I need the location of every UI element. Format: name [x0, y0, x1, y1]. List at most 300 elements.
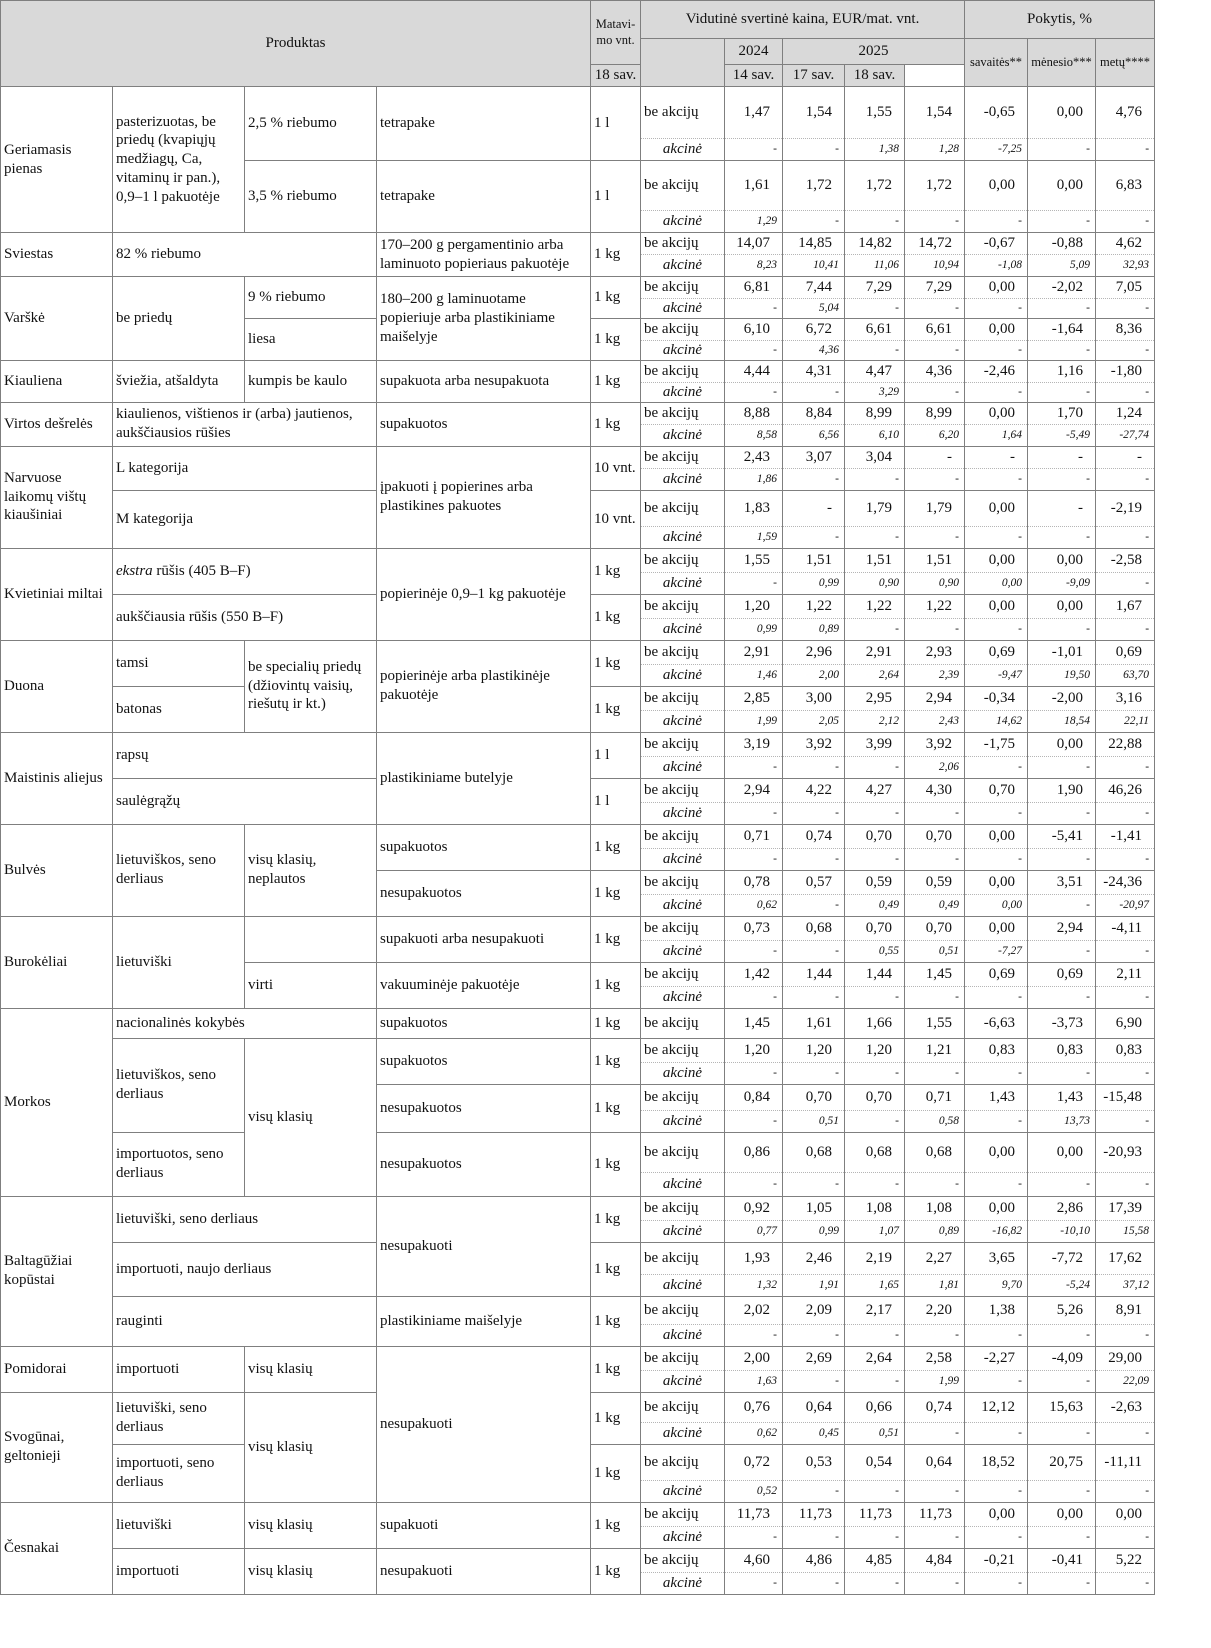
price-type-label: be akcijų	[641, 233, 725, 255]
promo-price-value: -	[845, 526, 905, 548]
price-type-label: be akcijų	[641, 1008, 725, 1038]
promo-price-value: -	[905, 1062, 965, 1084]
product-variant-cell: visų klasių	[245, 1038, 377, 1196]
promo-price-value: -	[725, 1324, 783, 1346]
product-subtype-cell: tamsi	[113, 640, 245, 686]
promo-price-value: -20,97	[1096, 894, 1155, 916]
promo-price-value: -	[1096, 1172, 1155, 1196]
promo-price-value: -	[725, 1062, 783, 1084]
price-value: 2,43	[725, 446, 783, 468]
promo-price-value: 0,99	[783, 1220, 845, 1242]
promo-price-value: -	[965, 848, 1028, 870]
promo-price-value: -	[1096, 340, 1155, 360]
promo-price-value: -	[965, 1172, 1028, 1196]
promo-price-value: 18,54	[1028, 710, 1096, 732]
promo-price-value: 11,06	[845, 255, 905, 277]
promo-price-value: -	[1028, 340, 1096, 360]
promo-price-value: -	[905, 986, 965, 1008]
price-type-label: be akcijų	[641, 1196, 725, 1220]
price-value: 4,86	[783, 1548, 845, 1572]
price-value: 1,79	[905, 490, 965, 526]
price-value: 3,99	[845, 732, 905, 756]
promo-price-value: 0,99	[725, 618, 783, 640]
price-value: 2,85	[725, 686, 783, 710]
price-value: 1,83	[725, 490, 783, 526]
promo-price-value: -	[845, 618, 905, 640]
price-value: 0,00	[965, 870, 1028, 894]
price-value: -0,67	[965, 233, 1028, 255]
price-type-label: be akcijų	[641, 1242, 725, 1274]
price-value: 0,59	[845, 870, 905, 894]
promo-price-value: 0,89	[905, 1220, 965, 1242]
promo-price-value: -	[905, 468, 965, 490]
packaging-cell: supakuotos	[377, 1038, 591, 1084]
price-type-label: akcinė	[641, 848, 725, 870]
price-value: 1,51	[783, 548, 845, 572]
product-variant-cell: supakuotos	[377, 402, 591, 446]
product-variant-cell: visų klasių	[245, 1346, 377, 1392]
promo-price-value: -	[845, 1062, 905, 1084]
price-value: 0,00	[965, 1196, 1028, 1220]
price-value: 0,84	[725, 1084, 783, 1110]
price-value: 1,72	[783, 161, 845, 211]
promo-price-value: -	[1096, 1526, 1155, 1548]
promo-price-value: 1,29	[725, 211, 783, 233]
product-variant-cell: 9 % riebumo	[245, 277, 377, 319]
promo-price-value: 8,23	[725, 255, 783, 277]
promo-price-value: 0,52	[725, 1480, 783, 1502]
promo-price-value: -	[725, 802, 783, 824]
promo-price-value: -	[965, 211, 1028, 233]
promo-price-value: -	[965, 468, 1028, 490]
promo-price-value: 32,93	[1096, 255, 1155, 277]
price-value: 46,26	[1096, 778, 1155, 802]
promo-price-value: 0,45	[783, 1422, 845, 1444]
price-value: 6,83	[1096, 161, 1155, 211]
price-type-label: akcinė	[641, 1110, 725, 1132]
price-type-label: be akcijų	[641, 1392, 725, 1422]
unit-cell: 1 kg	[591, 916, 641, 962]
promo-price-value: -5,24	[1028, 1274, 1096, 1296]
price-type-label: be akcijų	[641, 1444, 725, 1480]
price-value: 3,51	[1028, 870, 1096, 894]
packaging-cell: 1 kg	[591, 1196, 641, 1242]
promo-price-value: -	[845, 299, 905, 319]
promo-price-value: 5,09	[1028, 255, 1096, 277]
price-type-label: akcinė	[641, 211, 725, 233]
table-row	[1, 824, 1155, 848]
price-type-label: be akcijų	[641, 1038, 725, 1062]
price-value: 4,85	[845, 1548, 905, 1572]
price-value: 0,00	[1028, 1132, 1096, 1172]
promo-price-value: 6,56	[783, 424, 845, 446]
price-value: 2,96	[783, 640, 845, 664]
packaging-cell: nesupakuotos	[377, 870, 591, 916]
price-value: 0,68	[905, 1132, 965, 1172]
product-variant-cell	[245, 916, 377, 962]
price-type-label: akcinė	[641, 1172, 725, 1196]
price-value: -2,27	[965, 1346, 1028, 1370]
price-value: -3,73	[1028, 1008, 1096, 1038]
header-week: 17 sav.	[783, 65, 845, 87]
price-value: 0,69	[965, 962, 1028, 986]
price-value: -0,21	[965, 1548, 1028, 1572]
price-type-label: akcinė	[641, 1526, 725, 1548]
price-value: -0,34	[965, 686, 1028, 710]
price-value: 0,70	[905, 916, 965, 940]
promo-price-value: -	[965, 382, 1028, 402]
promo-price-value: -	[1096, 139, 1155, 161]
product-variant-cell: saulėgrąžų	[113, 778, 377, 824]
promo-price-value: -	[1028, 211, 1096, 233]
promo-price-value: -	[725, 940, 783, 962]
table-row	[1, 548, 1155, 572]
product-subtype-cell: Svogūnai, geltonieji	[1, 1392, 113, 1502]
product-variant-cell: visų klasių	[245, 1548, 377, 1594]
price-value: 0,00	[1028, 548, 1096, 572]
promo-price-value: -	[1028, 802, 1096, 824]
promo-price-value: -	[1028, 1422, 1096, 1444]
promo-price-value: -	[845, 1324, 905, 1346]
price-value: 1,61	[725, 161, 783, 211]
price-value: 1,22	[905, 594, 965, 618]
promo-price-value: -	[905, 1422, 965, 1444]
packaging-cell: nesupakuotos	[377, 1084, 591, 1132]
unit-cell: 1 kg	[591, 360, 641, 402]
promo-price-value: -	[905, 1480, 965, 1502]
price-value: 2,19	[845, 1242, 905, 1274]
price-value: 0,74	[905, 1392, 965, 1422]
price-value: 1,43	[1028, 1084, 1096, 1110]
promo-price-value: -	[1028, 526, 1096, 548]
promo-price-value: 4,36	[783, 340, 845, 360]
price-type-label: akcinė	[641, 1324, 725, 1346]
header-week: 14 sav.	[725, 65, 783, 87]
promo-price-value: 0,90	[905, 572, 965, 594]
price-type-label: be akcijų	[641, 824, 725, 848]
promo-price-value: -	[1028, 1370, 1096, 1392]
price-value: 1,22	[783, 594, 845, 618]
price-type-label: akcinė	[641, 618, 725, 640]
packaging-cell: tetrapake	[377, 87, 591, 161]
product-group-cell: Duona	[1, 640, 113, 732]
packaging-cell: 1 l	[591, 732, 641, 778]
product-variant-cell: be specialių priedų (džiovintų vaisių, riešutų ir kt.)	[245, 640, 377, 732]
price-value: 0,00	[1028, 161, 1096, 211]
price-type-label: be akcijų	[641, 87, 725, 139]
table-row	[1, 1296, 1155, 1324]
price-value: 8,88	[725, 402, 783, 424]
price-value: 1,79	[845, 490, 905, 526]
price-value: 0,00	[1028, 87, 1096, 139]
product-group-cell: Bulvės	[1, 824, 113, 916]
product-variant-cell: visų klasių	[245, 1502, 377, 1548]
table-row	[1, 277, 1155, 299]
price-value: 18,52	[965, 1444, 1028, 1480]
header-kaina: Vidutinė svertinė kaina, EUR/mat. vnt.	[641, 1, 965, 39]
promo-price-value: -	[1028, 1062, 1096, 1084]
price-value: 0,68	[845, 1132, 905, 1172]
packaging-cell: 10 vnt.	[591, 490, 641, 548]
price-value: 1,70	[1028, 402, 1096, 424]
price-value: 2,94	[905, 686, 965, 710]
promo-price-value: 1,81	[905, 1274, 965, 1296]
packaging-cell: 1 kg	[591, 402, 641, 446]
promo-price-value: -27,74	[1096, 424, 1155, 446]
price-value: 0,76	[725, 1392, 783, 1422]
price-value: 4,27	[845, 778, 905, 802]
header-year-2025: 2025	[783, 39, 965, 65]
promo-price-value: -	[783, 986, 845, 1008]
price-value: 14,72	[905, 233, 965, 255]
promo-price-value: -	[845, 802, 905, 824]
promo-price-value: 0,77	[725, 1220, 783, 1242]
price-value: -	[1028, 490, 1096, 526]
table-row	[1, 1502, 1155, 1526]
unit-cell: 1 l	[591, 161, 641, 233]
price-type-label: be akcijų	[641, 402, 725, 424]
promo-price-value: -	[783, 526, 845, 548]
price-value: 5,22	[1096, 1548, 1155, 1572]
product-subtype-cell: ekstra rūšis (405 B–F)	[113, 548, 377, 594]
promo-price-value: -	[725, 1526, 783, 1548]
price-value: -2,19	[1096, 490, 1155, 526]
price-value: 2,46	[783, 1242, 845, 1274]
promo-price-value: -9,47	[965, 664, 1028, 686]
packaging-cell: 10 vnt.	[591, 446, 641, 490]
price-type-label: be akcijų	[641, 1548, 725, 1572]
price-type-label: be akcijų	[641, 732, 725, 756]
promo-price-value: 1,38	[845, 139, 905, 161]
promo-price-value: 10,94	[905, 255, 965, 277]
price-value: 0,00	[965, 548, 1028, 572]
price-value: 1,66	[845, 1008, 905, 1038]
promo-price-value: -	[783, 1062, 845, 1084]
price-value: 4,36	[905, 360, 965, 382]
price-type-label: be akcijų	[641, 778, 725, 802]
price-value: 1,54	[905, 87, 965, 139]
price-value: 0,70	[905, 824, 965, 848]
price-value: -4,11	[1096, 916, 1155, 940]
promo-price-value: -	[1028, 618, 1096, 640]
promo-price-value: 1,28	[905, 139, 965, 161]
header-pokytis: Pokytis, %	[965, 1, 1155, 39]
promo-price-value: 0,00	[965, 894, 1028, 916]
promo-price-value: -	[845, 756, 905, 778]
price-value: 4,47	[845, 360, 905, 382]
header-menesio: mėnesio***	[1028, 39, 1096, 87]
packaging-cell: popierinėje arba plastikinėje pakuotėje	[377, 640, 591, 732]
packaging-cell: visų klasių	[245, 1392, 377, 1502]
promo-price-value: -	[783, 468, 845, 490]
promo-price-value: -	[1028, 1480, 1096, 1502]
product-variant-cell: nesupakuoti	[377, 1196, 591, 1296]
packaging-cell: 1 kg	[591, 1296, 641, 1346]
promo-price-value: -	[1028, 1526, 1096, 1548]
promo-price-value: -	[1096, 299, 1155, 319]
unit-cell: 1 kg	[591, 277, 641, 319]
table-row	[1, 1132, 1155, 1172]
product-subtype-cell: be priedų	[113, 277, 245, 361]
price-value: 2,64	[845, 1346, 905, 1370]
price-type-label: be akcijų	[641, 161, 725, 211]
product-variant-cell: plastikiniame butelyje	[377, 732, 591, 824]
promo-price-value: 1,46	[725, 664, 783, 686]
price-value: 2,11	[1096, 962, 1155, 986]
product-group-cell: Kvietiniai miltai	[1, 548, 113, 640]
packaging-cell: 1 kg	[591, 548, 641, 594]
promo-price-value: -	[725, 340, 783, 360]
price-value: 2,94	[725, 778, 783, 802]
price-value: 2,17	[845, 1296, 905, 1324]
table-row	[1, 640, 1155, 664]
promo-price-value: -	[965, 756, 1028, 778]
promo-price-value: 1,63	[725, 1370, 783, 1392]
product-subtype-cell: kiaulienos, vištienos ir (arba) jautienos, aukščiausios rūšies	[113, 402, 377, 446]
price-value: 0,83	[1096, 1038, 1155, 1062]
price-value: 0,57	[783, 870, 845, 894]
promo-price-value: -	[783, 1572, 845, 1594]
unit-cell: 1 kg	[591, 1502, 641, 1548]
promo-price-value: 14,62	[965, 710, 1028, 732]
price-type-label: be akcijų	[641, 360, 725, 382]
price-type-label: akcinė	[641, 1220, 725, 1242]
packaging-cell: supakuoti	[377, 1502, 591, 1548]
promo-price-value: -	[1096, 1062, 1155, 1084]
table-body	[1, 87, 1155, 1595]
promo-price-value: -	[725, 572, 783, 594]
price-value: 17,39	[1096, 1196, 1155, 1220]
promo-price-value: -9,09	[1028, 572, 1096, 594]
price-value: 7,44	[783, 277, 845, 299]
price-value: 1,93	[725, 1242, 783, 1274]
price-value: 0,69	[965, 640, 1028, 664]
price-value: 3,07	[783, 446, 845, 468]
price-type-label: be akcijų	[641, 277, 725, 299]
promo-price-value: 0,51	[845, 1422, 905, 1444]
price-type-label: akcinė	[641, 382, 725, 402]
price-value: 1,51	[845, 548, 905, 572]
promo-price-value: -	[905, 340, 965, 360]
promo-price-value: 2,06	[905, 756, 965, 778]
price-value: -2,58	[1096, 548, 1155, 572]
product-group-cell: Česnakai	[1, 1502, 113, 1594]
price-type-label: be akcijų	[641, 870, 725, 894]
price-value: 0,68	[783, 916, 845, 940]
price-value: 22,88	[1096, 732, 1155, 756]
promo-price-value: -16,82	[965, 1220, 1028, 1242]
promo-price-value: 1,64	[965, 424, 1028, 446]
price-value: 0,00	[1028, 594, 1096, 618]
promo-price-value: -5,49	[1028, 424, 1096, 446]
price-value: 3,00	[783, 686, 845, 710]
promo-price-value: 0,00	[965, 572, 1028, 594]
table-row	[1, 732, 1155, 756]
product-variant-cell: importuoti, naujo derliaus	[113, 1242, 377, 1296]
packaging-cell: 1 l	[591, 778, 641, 824]
promo-price-value: 1,07	[845, 1220, 905, 1242]
promo-price-value: -	[1096, 382, 1155, 402]
price-value: 1,44	[845, 962, 905, 986]
price-value: 0,00	[965, 277, 1028, 299]
promo-price-value: 1,99	[905, 1370, 965, 1392]
promo-price-value: -	[965, 1526, 1028, 1548]
price-value: 0,66	[845, 1392, 905, 1422]
table-row	[1, 916, 1155, 940]
product-group-cell: Geriamasis pienas	[1, 87, 113, 233]
price-value: -20,93	[1096, 1132, 1155, 1172]
product-group-cell: Burokėliai	[1, 916, 113, 1008]
packaging-cell: 1 kg	[591, 594, 641, 640]
price-value: 1,05	[783, 1196, 845, 1220]
price-value: 11,73	[783, 1502, 845, 1526]
price-value: 2,86	[1028, 1196, 1096, 1220]
product-variant-cell: supakuotos	[377, 1008, 591, 1038]
promo-price-value: -	[905, 1572, 965, 1594]
product-subtype-cell: rauginti	[113, 1296, 377, 1346]
promo-price-value: -	[965, 1324, 1028, 1346]
promo-price-value: -	[845, 1370, 905, 1392]
promo-price-value: -	[905, 802, 965, 824]
packaging-cell: tetrapake	[377, 161, 591, 233]
product-subtype-cell: nacionalinės kokybės	[113, 1008, 377, 1038]
packaging-cell: 180–200 g laminuotame popieriuje arba plastikiniame maišelyje	[377, 277, 591, 361]
promo-price-value: -	[1028, 848, 1096, 870]
promo-price-value: -	[1028, 986, 1096, 1008]
packaging-cell: importuoti, seno derliaus	[113, 1444, 245, 1502]
product-subtype-cell: šviežia, atšaldyta	[113, 360, 245, 402]
promo-price-value: -	[1096, 1572, 1155, 1594]
promo-price-value: -	[783, 894, 845, 916]
product-variant-cell: importuotos, seno derliaus	[113, 1132, 245, 1196]
product-subtype-cell: 82 % riebumo	[113, 233, 377, 277]
promo-price-value: -	[1028, 139, 1096, 161]
promo-price-value: -	[905, 618, 965, 640]
packaging-cell: liesa	[245, 318, 377, 360]
promo-price-value: 0,62	[725, 894, 783, 916]
price-value: 2,93	[905, 640, 965, 664]
price-type-label: akcinė	[641, 664, 725, 686]
promo-price-value: 5,04	[783, 299, 845, 319]
price-value: 0,70	[845, 1084, 905, 1110]
price-value: 1,16	[1028, 360, 1096, 382]
price-value: 1,08	[845, 1196, 905, 1220]
unit-cell: 1 kg	[591, 318, 641, 360]
price-value: 8,99	[845, 402, 905, 424]
promo-price-value: -	[783, 1526, 845, 1548]
packaging-cell: 1 kg	[591, 233, 641, 277]
packaging-cell: vakuuminėje pakuotėje	[377, 962, 591, 1008]
promo-price-value: -	[845, 1110, 905, 1132]
price-value: 0,00	[965, 594, 1028, 618]
promo-price-value: 13,73	[1028, 1110, 1096, 1132]
product-subtype-cell: pasterizuotas, be priedų (kvapiųjų medžiagų, Ca, vitaminų ir pan.), 0,9–1 l pakuotėje	[113, 87, 245, 233]
price-value: 1,22	[845, 594, 905, 618]
promo-price-value: 1,32	[725, 1274, 783, 1296]
price-value: 2,69	[783, 1346, 845, 1370]
price-value: 0,92	[725, 1196, 783, 1220]
packaging-cell: supakuoti arba nesupakuoti	[377, 916, 591, 962]
unit-cell: 1 kg	[591, 1444, 641, 1502]
price-type-label: be akcijų	[641, 1502, 725, 1526]
unit-cell: 1 l	[591, 87, 641, 161]
price-type-label: akcinė	[641, 1370, 725, 1392]
promo-price-value: -	[1096, 1110, 1155, 1132]
price-type-label: akcinė	[641, 340, 725, 360]
price-value: 0,70	[783, 1084, 845, 1110]
promo-price-value: 15,58	[1096, 1220, 1155, 1242]
price-type-label: be akcijų	[641, 686, 725, 710]
